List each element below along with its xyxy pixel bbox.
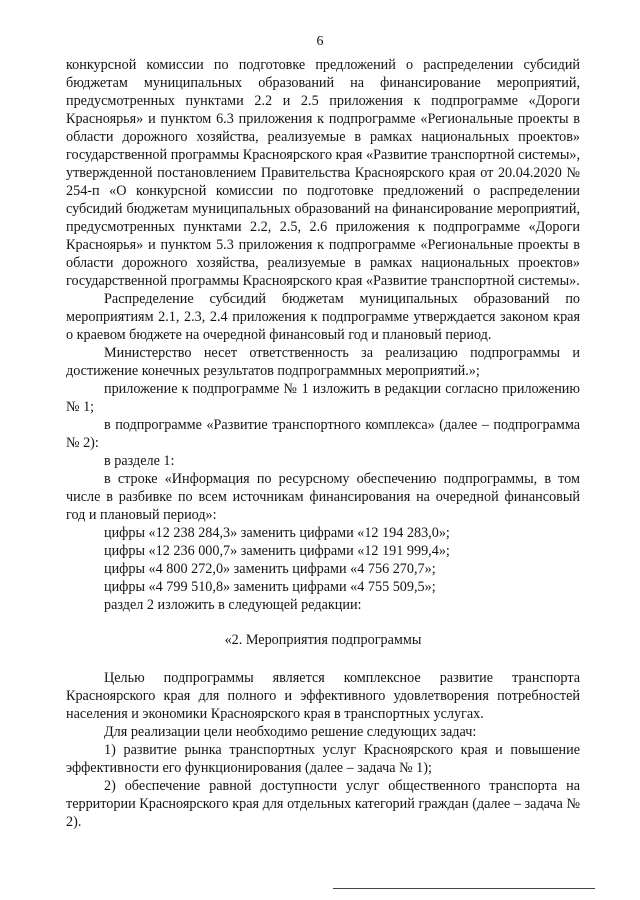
paragraph-appendix-1: приложение к подпрограмме № 1 изложить в редакции согласно приложению № 1; xyxy=(66,381,580,415)
footer-divider xyxy=(333,888,595,889)
paragraph-subprogram-2: в подпрограмме «Развитие транспортного комплекса» (далее – подпрограмма № 2): xyxy=(66,417,580,451)
paragraph-subsidy-distribution: Распределение субсидий бюджетам муниципальных образований по мероприятиям 2.1, 2.3, 2.4 приложения к подпрограмме утверждается законом края о краевом бюджете на очередной финансовый год и плановый период. xyxy=(66,291,580,343)
paragraph-resource-info: в строке «Информация по ресурсному обеспечению подпрограммы, в том числе в разбивке по всем источникам финансирования на очередной финансовый год и плановый период»: xyxy=(66,471,580,523)
figures-line-1: цифры «12 238 284,3» заменить цифрами «12 194 283,0»; xyxy=(104,525,450,541)
paragraph-commission-reference: конкурсной комиссии по подготовке предложений о распределении субсидий бюджетам муниципальных образований на финансирование мероприятий, предусмотренных пунктами 2.2 и 2.5 приложения к подпрограмме «Дороги Красноярья» и пунктом 6.3 приложения к подпрограмме «Региональные проекты в области дорожного хозяйства, реализуемые в рамках национальных проектов» государственной программы Красноярского края «Развитие транспортной системы», утвержденной постановлением Правительства Красноярского края от 20.04.2020 № 254-п «О конкурсной комиссии по подготовке предложений о распределении субсидий бюджетам муниципальных образований на финансирование мероприятий, предусмотренных пунктами 2.2, 2.5, 2.6 приложения к подпрограмме «Дороги Красноярья» и пунктом 5.3 приложения к подпрограмме «Региональные проекты в области дорожного хозяйства, реализуемые в рамках национальных проектов» государственной программы Красноярского края «Развитие транспортной системы». xyxy=(66,57,580,289)
document-body xyxy=(66,56,580,831)
paragraph-section-2-edit: раздел 2 изложить в следующей редакции: xyxy=(104,597,362,613)
figures-line-2: цифры «12 236 000,7» заменить цифрами «12 191 999,4»; xyxy=(104,543,450,559)
figures-line-3: цифры «4 800 272,0» заменить цифрами «4 756 270,7»; xyxy=(104,561,436,577)
page-number: 6 xyxy=(316,34,324,49)
task-1: 1) развитие рынка транспортных услуг Красноярского края и повышение эффективности его функционирования (далее – задача № 1); xyxy=(66,742,580,776)
paragraph-tasks-intro: Для реализации цели необходимо решение следующих задач: xyxy=(104,724,477,740)
task-2: 2) обеспечение равной доступности услуг общественного транспорта на территории Красноярского края для отдельных категорий граждан (далее – задача № 2). xyxy=(66,778,580,830)
section-heading: «2. Мероприятия подпрограммы xyxy=(224,632,422,648)
paragraph-ministry-responsibility: Министерство несет ответственность за реализацию подпрограммы и достижение конечных результатов подпрограммных мероприятий.»; xyxy=(66,345,580,379)
paragraph-section-1: в разделе 1: xyxy=(104,453,175,469)
figures-line-4: цифры «4 799 510,8» заменить цифрами «4 755 509,5»; xyxy=(104,579,436,595)
paragraph-subprogram-goal: Целью подпрограммы является комплексное развитие транспорта Красноярского края для полного и эффективного удовлетворения потребностей населения и экономики Красноярского края в транспортных услугах. xyxy=(66,670,580,722)
